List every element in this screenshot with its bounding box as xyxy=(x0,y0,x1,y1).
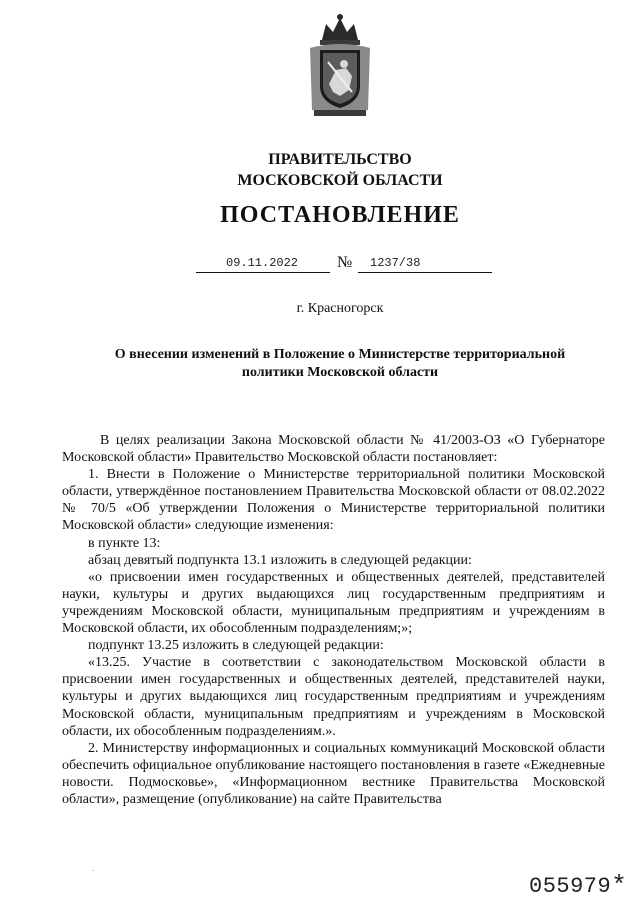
serial-number xyxy=(529,870,627,900)
paragraph-item-2: 2. Министерству информационных и социальных коммуникаций Московской области обеспечить официальное опубликование настоящего постановления в газете «Ежедневные новости. Подмосковье», «Информационном вестнике Правительства Московской области», размещение (опубликование) на сайте Правительства xyxy=(62,740,605,807)
org-line-1: ПРАВИТЕЛЬСТВО xyxy=(268,151,412,168)
document-date: 09.11.2022 xyxy=(226,256,299,270)
paragraph-subpoint-13-1: абзац девятый подпункта 13.1 изложить в следующей редакции: xyxy=(88,552,472,568)
document-body xyxy=(62,432,605,808)
serial-digits: 055979 xyxy=(529,874,612,899)
date-underline xyxy=(196,272,330,273)
paragraph-quote-13-1: «о присвоении имен государственных и общественных деятелей, представителей науки, культуры и других выдающихся лиц государственным предприятиям и учреждениям Московской области, муниципальным предприятиям и учреждениям в Московской области, их обособленным подразделениям;»; xyxy=(62,569,605,637)
title-line-1: О внесении изменений в Положение о Министерстве территориальной xyxy=(114,347,566,362)
document-number: 1237/38 xyxy=(370,256,421,270)
organization-name xyxy=(140,149,540,191)
paragraph-preamble: В целях реализации Закона Московской области № 41/2003-ОЗ «О Губернаторе Московской области» Правительство Московской области постановляет: xyxy=(62,433,605,466)
paragraph-item-1: 1. Внести в Положение о Министерстве территориальной политики Московской области, утверждённое постановлением Правительства Московской области от 08.02.2022 № 70/5 «Об утверждении Положения о Министерстве территориальной политики Московской области» следующие изменения: xyxy=(62,467,605,534)
title-line-2: политики Московской области xyxy=(241,365,439,380)
org-line-2: МОСКОВСКОЙ ОБЛАСТИ xyxy=(237,172,443,189)
number-sign: № xyxy=(337,254,353,271)
serial-star: * xyxy=(611,871,628,901)
document-type: ПОСТАНОВЛЕНИЕ xyxy=(220,202,460,228)
coat-of-arms-icon xyxy=(300,10,380,122)
document-title xyxy=(80,346,600,382)
requisites-row xyxy=(0,254,640,278)
scan-mark: . xyxy=(92,864,94,873)
paragraph-quote-13-25: «13.25. Участие в соответствии с законодательством Московской области в присвоении имен государственных и общественных деятелей, представителей науки, культуры и других выдающихся лиц государственным предприятиям и учреждениям Московской области, муниципальным предприятиям и учреждениям в Московской области, их обособленным подразделениям.». xyxy=(62,655,605,739)
number-underline xyxy=(358,272,492,273)
city: г. Красногорск xyxy=(296,301,384,316)
paragraph-subpoint-13-25: подпункт 13.25 изложить в следующей редакции: xyxy=(88,638,384,654)
paragraph-point-13: в пункте 13: xyxy=(88,535,161,551)
